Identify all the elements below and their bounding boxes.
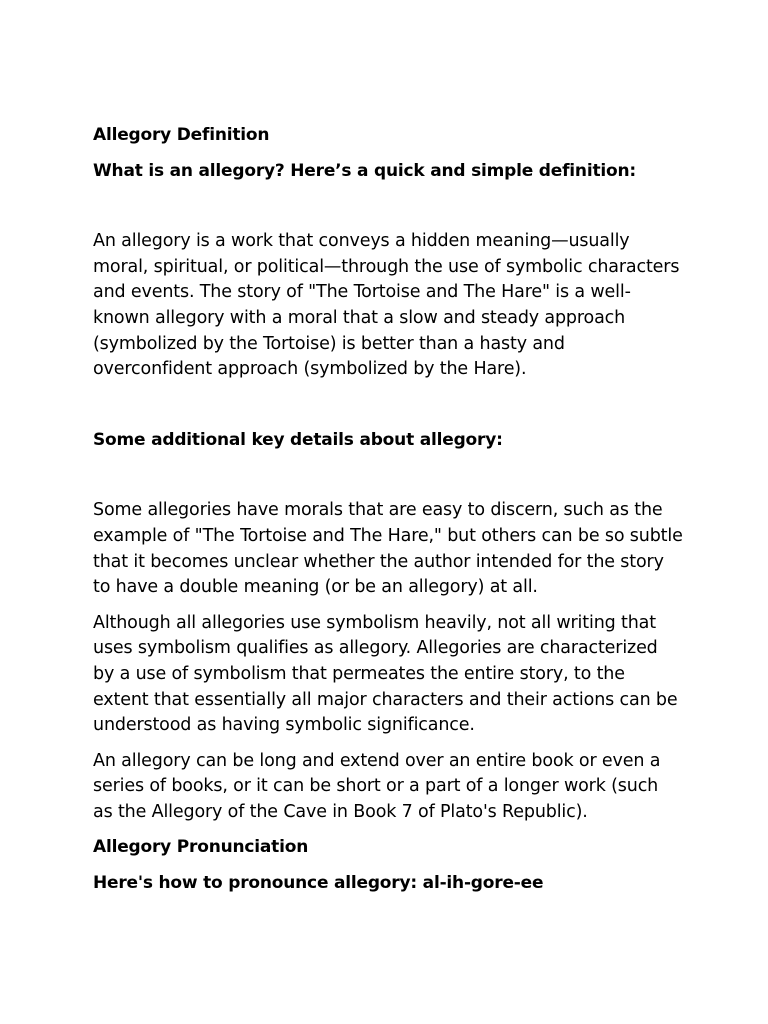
detail-paragraph-2: Although all allegories use symbolism heavily, not all writing that uses symbolism qualifies as allegory. Allegories are characterized by a use of symbolism that permeates the entire story, to the extent that essentially all major characters and their actions can be understood as having symbolic significance. <box>93 612 678 736</box>
section-title-pronunciation: Allegory Pronunciation <box>93 837 309 858</box>
detail-paragraph-3: An allegory can be long and extend over an entire book or even a series of books, or it can be short or a part of a longer work (such as the Allegory of the Cave in Book 7 of Plato's Republic). <box>93 750 661 822</box>
detail-paragraph-1: Some allegories have morals that are easy to discern, such as the example of "The Tortoise and The Hare," but others can be so subtle that it becomes unclear whether the author intended for the story to have a double meaning (or be an allegory) at all. <box>93 500 683 598</box>
document-body <box>93 123 683 897</box>
details-heading: Some additional key details about allegory: <box>93 429 503 450</box>
pronunciation-text: Here's how to pronounce allegory: al-ih-gore-ee <box>93 873 544 894</box>
section-title-definition: Allegory Definition <box>93 125 270 145</box>
intro-question: What is an allegory? Here’s a quick and simple definition: <box>93 160 636 181</box>
definition-paragraph: An allegory is a work that conveys a hidden meaning—usually moral, spiritual, or political—through the use of symbolic characters and events. The story of "The Tortoise and The Hare" is a well-known allegory with a moral that a slow and steady approach (symbolized by the Tortoise) is better than a hasty and overconfident approach (symbolized by the Hare). <box>93 231 680 380</box>
